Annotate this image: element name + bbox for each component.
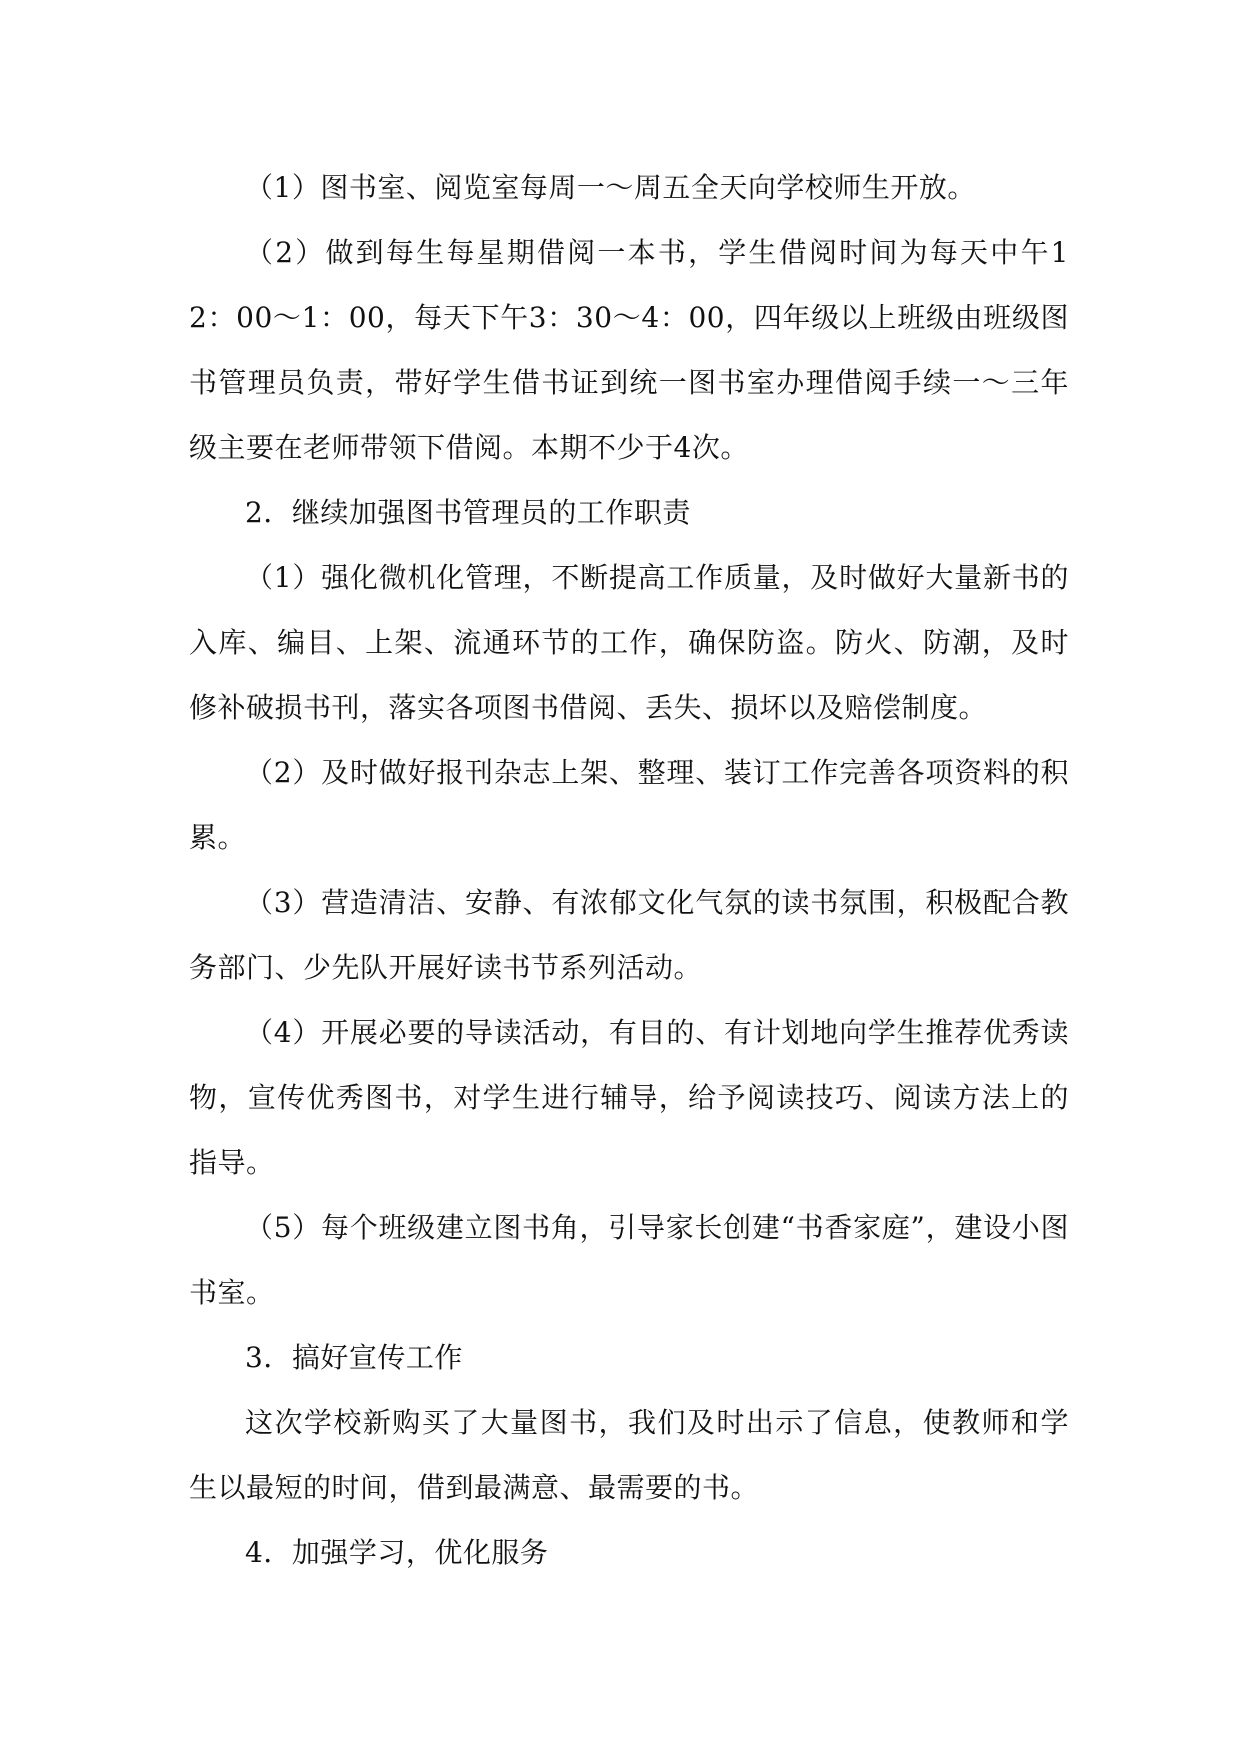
heading-publicity-work: 3．搞好宣传工作 <box>245 1341 463 1374</box>
document-body <box>189 155 1069 1585</box>
paragraph-periodicals: （2）及时做好报刊杂志上架、整理、装订工作完善各项资料的积累。 <box>189 756 1069 854</box>
paragraph-new-books: 这次学校新购买了大量图书，我们及时出示了信息，使教师和学生以最短的时间，借到最满意、最需要的书。 <box>189 1406 1069 1504</box>
paragraph-library-opening-hours: （1）图书室、阅览室每周一～周五全天向学校师生开放。 <box>245 171 976 204</box>
paragraph-computerized-management: （1）强化微机化管理，不断提高工作质量，及时做好大量新书的入库、编目、上架、流通环节的工作，确保防盗。防火、防潮，及时修补破损书刊，落实各项图书借阅、丢失、损坏以及赔偿制度。 <box>189 561 1069 724</box>
heading-study-and-service: 4．加强学习，优化服务 <box>245 1536 549 1569</box>
paragraph-guided-reading: （4）开展必要的导读活动，有目的、有计划地向学生推荐优秀读物，宣传优秀图书，对学生进行辅导，给予阅读技巧、阅读方法上的指导。 <box>189 1016 1069 1179</box>
heading-librarian-duties: 2．继续加强图书管理员的工作职责 <box>245 496 691 529</box>
paragraph-class-book-corner: （5）每个班级建立图书角，引导家长创建“书香家庭”，建设小图书室。 <box>189 1211 1069 1309</box>
paragraph-borrowing-schedule: （2）做到每生每星期借阅一本书，学生借阅时间为每天中午12：00～1：00，每天下午3：30～4：00，四年级以上班级由班级图书管理员负责，带好学生借书证到统一图书室办理借阅手续一～三年级主要在老师带领下借阅。本期不少于4次。 <box>189 236 1069 464</box>
paragraph-reading-atmosphere: （3）营造清洁、安静、有浓郁文化气氛的读书氛围，积极配合教务部门、少先队开展好读书节系列活动。 <box>189 886 1069 984</box>
